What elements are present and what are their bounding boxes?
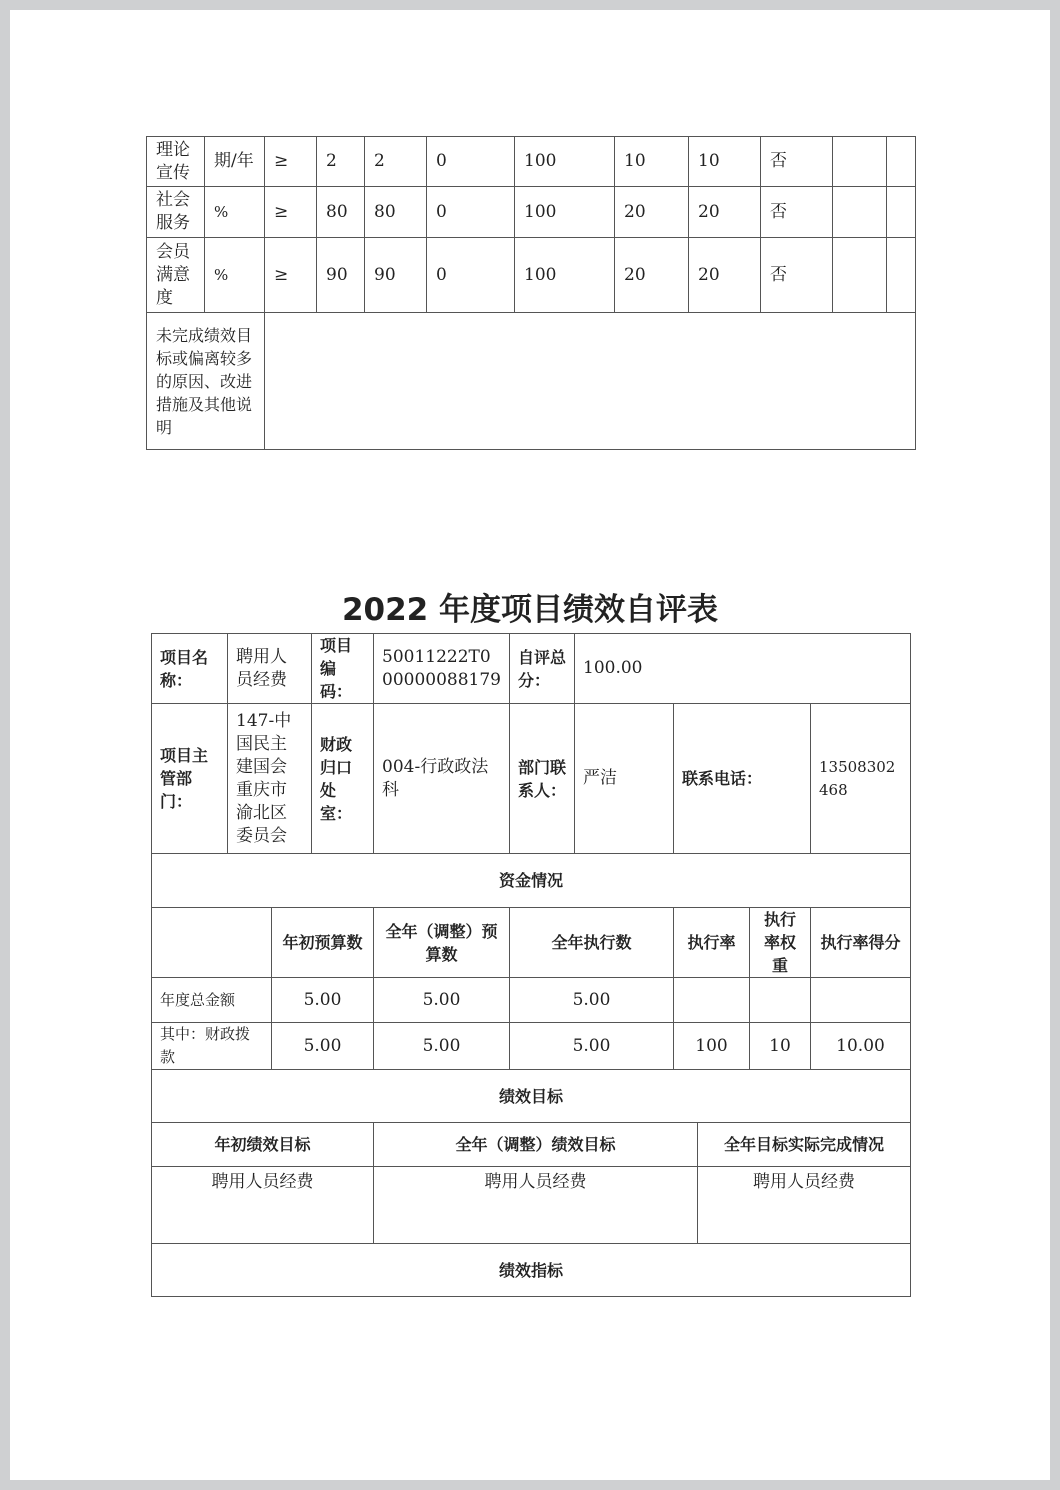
project-code-label: 项目编码： (312, 634, 374, 704)
indicator-name: 社会服务 (147, 187, 205, 238)
self-score: 100.00 (575, 634, 911, 704)
contact-label: 部门联系人： (510, 704, 575, 854)
funds-header-blank (152, 908, 272, 978)
funds-header: 全年（调整）预算数 (374, 908, 510, 978)
indicator-extra (887, 137, 916, 187)
indicator-deviation: 0 (427, 187, 515, 238)
indicator-target: 2 (317, 137, 365, 187)
indicator-extra (833, 137, 887, 187)
indicator-actual: 90 (365, 238, 427, 313)
contact-value: 严洁 (575, 704, 674, 854)
finance-label: 财政归口处室： (312, 704, 374, 854)
funds-section-title: 资金情况 (152, 854, 911, 908)
dept-label: 项目主管部门： (152, 704, 228, 854)
funds-rate (674, 978, 750, 1023)
table-row (147, 238, 916, 313)
goal-actual: 聘用人员经费 (698, 1167, 911, 1244)
project-name: 聘用人员经费 (228, 634, 312, 704)
indicator-actual: 2 (365, 137, 427, 187)
project-code: 50011222T000000088179 (374, 634, 510, 704)
indicator-extra (887, 238, 916, 313)
indicator-adjusted: 否 (761, 187, 833, 238)
indicator-score: 20 (689, 238, 761, 313)
table-row (152, 1123, 911, 1167)
page-title: 2022 年度项目绩效自评表 (341, 592, 719, 628)
goals-section-title: 绩效目标 (152, 1070, 911, 1123)
self-evaluation-form (151, 633, 911, 1297)
indicator-unit: 期/年 (205, 137, 265, 187)
funds-row-label: 年度总金额 (152, 978, 272, 1023)
goal-adjusted: 聘用人员经费 (374, 1167, 698, 1244)
indicator-extra (833, 187, 887, 238)
indicator-rate: 100 (515, 187, 615, 238)
indicator-operator: ≥ (265, 137, 317, 187)
table-row (152, 854, 911, 908)
indicator-score: 10 (689, 137, 761, 187)
table-row (152, 1070, 911, 1123)
goal-initial: 聘用人员经费 (152, 1167, 374, 1244)
funds-executed: 5.00 (510, 1023, 674, 1070)
indicator-target: 80 (317, 187, 365, 238)
indicator-operator: ≥ (265, 187, 317, 238)
funds-adjusted: 5.00 (374, 1023, 510, 1070)
table-row (147, 187, 916, 238)
funds-executed: 5.00 (510, 978, 674, 1023)
indicator-score: 20 (689, 187, 761, 238)
funds-score (811, 978, 911, 1023)
project-name-label: 项目名称： (152, 634, 228, 704)
indicator-deviation: 0 (427, 137, 515, 187)
indicator-unit: % (205, 187, 265, 238)
funds-header: 执行率权重 (750, 908, 811, 978)
indicator-table-continued (146, 136, 916, 450)
funds-rate: 100 (674, 1023, 750, 1070)
indicator-adjusted: 否 (761, 238, 833, 313)
indicator-operator: ≥ (265, 238, 317, 313)
finance-value: 004-行政政法科 (374, 704, 510, 854)
funds-adjusted: 5.00 (374, 978, 510, 1023)
funds-row-label: 其中：财政拨款 (152, 1023, 272, 1070)
table-row (152, 978, 911, 1023)
note-label: 未完成绩效目标或偏离较多的原因、改进措施及其他说明 (147, 313, 265, 450)
indicator-deviation: 0 (427, 238, 515, 313)
indicator-extra (887, 187, 916, 238)
phone-label: 联系电话： (674, 704, 811, 854)
funds-initial: 5.00 (272, 978, 374, 1023)
funds-header: 年初预算数 (272, 908, 374, 978)
self-score-label: 自评总分： (510, 634, 575, 704)
indicator-rate: 100 (515, 137, 615, 187)
indicator-name: 会员满意度 (147, 238, 205, 313)
table-row (152, 1167, 911, 1244)
funds-header: 执行率得分 (811, 908, 911, 978)
indicator-weight: 10 (615, 137, 689, 187)
funds-weight (750, 978, 811, 1023)
table-row (147, 137, 916, 187)
indicator-weight: 20 (615, 238, 689, 313)
note-value (265, 313, 916, 450)
indicator-rate: 100 (515, 238, 615, 313)
indicator-unit: % (205, 238, 265, 313)
table-row (147, 313, 916, 450)
indicator-actual: 80 (365, 187, 427, 238)
funds-initial: 5.00 (272, 1023, 374, 1070)
goals-header: 年初绩效目标 (152, 1123, 374, 1167)
funds-weight: 10 (750, 1023, 811, 1070)
table-row (152, 1244, 911, 1297)
funds-header: 全年执行数 (510, 908, 674, 978)
document-page (10, 10, 1050, 1480)
indicator-name: 理论宣传 (147, 137, 205, 187)
funds-header: 执行率 (674, 908, 750, 978)
indicator-adjusted: 否 (761, 137, 833, 187)
table-row (152, 908, 911, 978)
goals-header: 全年（调整）绩效目标 (374, 1123, 698, 1167)
table-row (152, 704, 911, 854)
indicator-weight: 20 (615, 187, 689, 238)
table-row (152, 1023, 911, 1070)
phone-value: 13508302468 (811, 704, 911, 854)
table-row (152, 634, 911, 704)
funds-score: 10.00 (811, 1023, 911, 1070)
indicators-section-title: 绩效指标 (152, 1244, 911, 1297)
dept-value: 147-中国民主建国会重庆市渝北区委员会 (228, 704, 312, 854)
indicator-extra (833, 238, 887, 313)
indicator-target: 90 (317, 238, 365, 313)
goals-header: 全年目标实际完成情况 (698, 1123, 911, 1167)
